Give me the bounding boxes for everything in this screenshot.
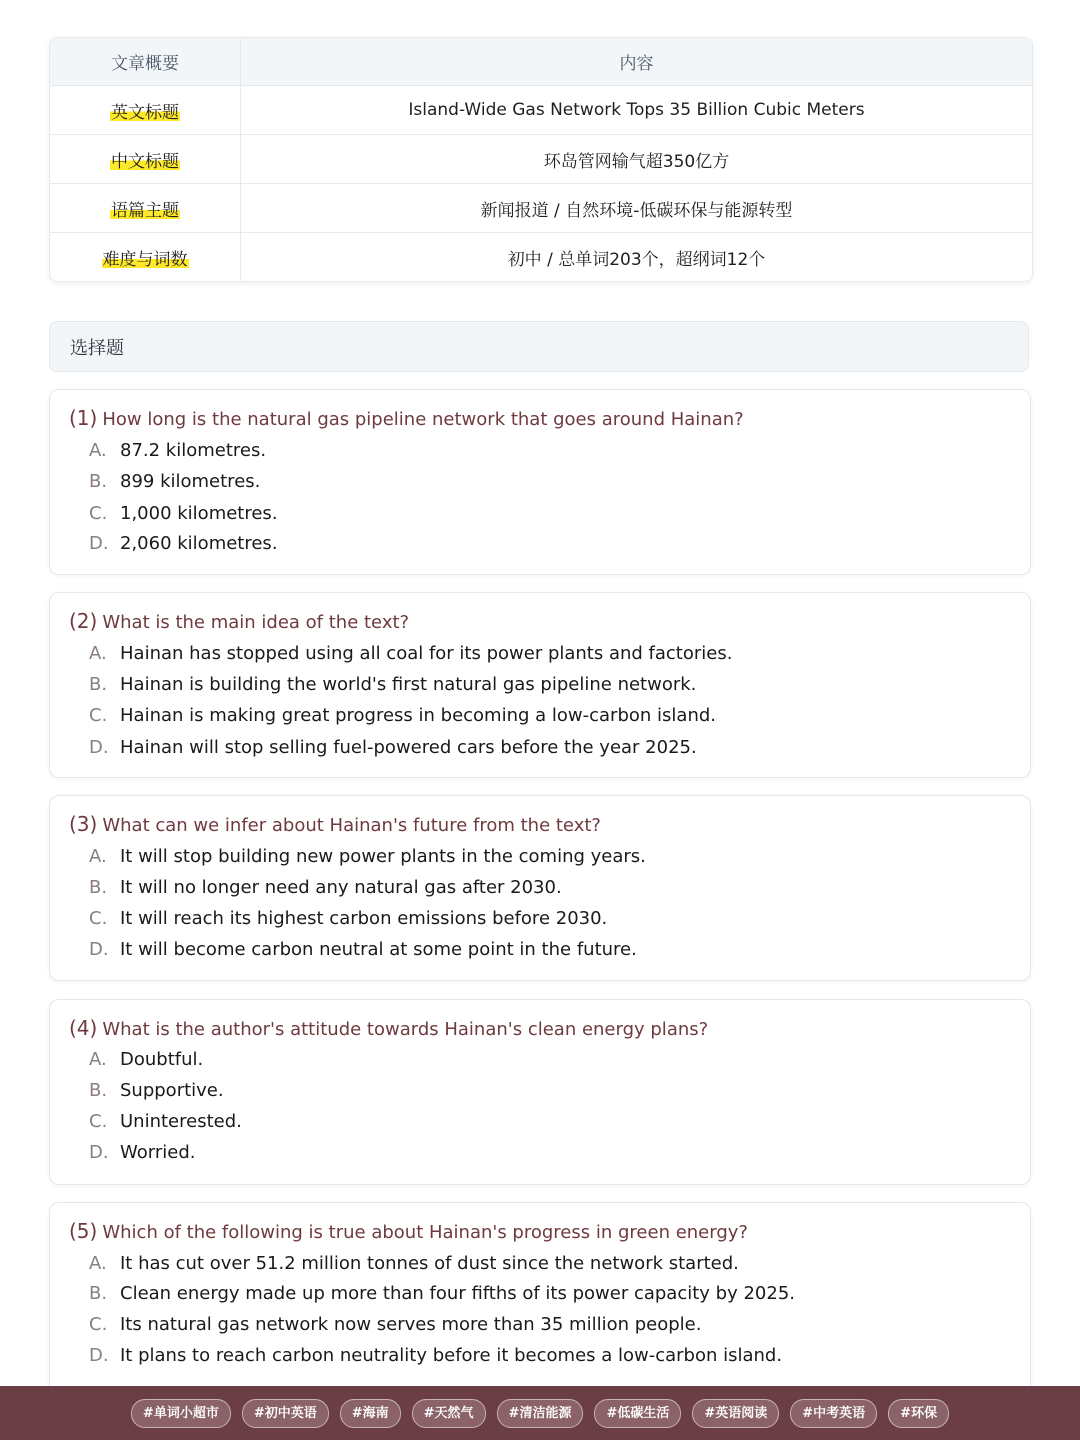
tag-chip[interactable]: #单词小超市: [131, 1399, 231, 1428]
overview-row-chinese-title: [50, 134, 1032, 183]
option-text: It plans to reach carbon neutrality before it becomes a low-carbon island.: [120, 1345, 783, 1366]
option-letter: B.: [89, 1080, 108, 1101]
option-letter: D.: [89, 1142, 109, 1163]
option-a[interactable]: [89, 846, 646, 867]
option-letter: B.: [89, 471, 108, 492]
option-a[interactable]: [89, 1049, 203, 1070]
overview-value: Island-Wide Gas Network Tops 35 Billion Cubic Meters: [408, 100, 865, 120]
question-card-5: [49, 1202, 1031, 1386]
overview-row-english-title: [50, 85, 1032, 134]
option-letter: A.: [89, 1253, 107, 1274]
option-text: Hainan is making great progress in becoming a low-carbon island.: [120, 705, 716, 726]
question-number: (3): [69, 812, 98, 836]
option-c[interactable]: [89, 1111, 242, 1132]
option-text: 2,060 kilometres.: [120, 533, 278, 554]
option-text: Uninterested.: [120, 1111, 242, 1132]
tag-bar: [0, 1386, 1080, 1440]
overview-header-row: [50, 38, 1032, 85]
question-text: What is the main idea of the text?: [102, 612, 410, 633]
option-b[interactable]: [89, 877, 562, 898]
overview-header-key: 文章概要: [50, 38, 241, 85]
option-text: Supportive.: [120, 1080, 224, 1101]
option-a[interactable]: [89, 440, 266, 461]
option-c[interactable]: [89, 503, 278, 524]
option-letter: D.: [89, 1345, 109, 1366]
question-card-1: [49, 389, 1031, 575]
option-text: Hainan is building the world's first natural gas pipeline network.: [120, 674, 697, 695]
option-letter: A.: [89, 846, 107, 867]
overview-key: 中文标题: [110, 147, 180, 172]
tag-chip[interactable]: #海南: [340, 1399, 401, 1428]
overview-key: 英文标题: [110, 98, 180, 123]
question-card-4: [49, 999, 1031, 1185]
option-d[interactable]: [89, 1142, 195, 1163]
overview-key: 难度与词数: [102, 245, 189, 270]
option-c[interactable]: [89, 1314, 701, 1335]
option-b[interactable]: [89, 674, 696, 695]
option-letter: B.: [89, 1283, 108, 1304]
tag-chip[interactable]: #初中英语: [242, 1399, 329, 1428]
option-text: 87.2 kilometres.: [120, 440, 267, 461]
option-d[interactable]: [89, 1345, 782, 1366]
question-number: (5): [69, 1219, 98, 1243]
option-letter: C.: [89, 503, 108, 524]
option-text: Worried.: [120, 1142, 196, 1163]
option-d[interactable]: [89, 939, 637, 960]
option-text: Doubtful.: [120, 1049, 204, 1070]
option-letter: D.: [89, 939, 109, 960]
question-text: What is the author's attitude towards Hainan's clean energy plans?: [102, 1019, 709, 1040]
tag-chip[interactable]: #天然气: [412, 1399, 486, 1428]
overview-value: 环岛管网输气超350亿方: [543, 151, 730, 172]
option-b[interactable]: [89, 1283, 795, 1304]
question-card-2: [49, 592, 1031, 778]
option-letter: D.: [89, 533, 109, 554]
option-letter: C.: [89, 1111, 108, 1132]
question-stem: [69, 812, 601, 836]
option-letter: A.: [89, 440, 107, 461]
option-letter: B.: [89, 674, 108, 695]
option-a[interactable]: [89, 643, 732, 664]
option-text: It will become carbon neutral at some point in the future.: [120, 939, 637, 960]
option-c[interactable]: [89, 705, 716, 726]
question-stem: [69, 1219, 748, 1243]
overview-key: 语篇主题: [110, 196, 180, 221]
option-letter: A.: [89, 643, 107, 664]
question-stem: [69, 609, 409, 633]
overview-value: 新闻报道 / 自然环境-低碳环保与能源转型: [480, 200, 793, 221]
overview-row-difficulty: [50, 232, 1032, 281]
option-d[interactable]: [89, 533, 278, 554]
option-b[interactable]: [89, 1080, 224, 1101]
tag-chip[interactable]: #低碳生活: [594, 1399, 681, 1428]
option-a[interactable]: [89, 1253, 739, 1274]
question-stem: [69, 1016, 708, 1040]
tag-chip[interactable]: #中考英语: [790, 1399, 877, 1428]
section-title: 选择题: [49, 321, 1029, 372]
option-text: Hainan will stop selling fuel-powered cars before the year 2025.: [120, 737, 697, 758]
option-letter: D.: [89, 737, 109, 758]
tag-chip[interactable]: #清洁能源: [497, 1399, 584, 1428]
question-text: How long is the natural gas pipeline network that goes around Hainan?: [102, 409, 744, 430]
option-letter: C.: [89, 1314, 108, 1335]
option-text: It has cut over 51.2 million tonnes of dust since the network started.: [120, 1253, 739, 1274]
option-text: 899 kilometres.: [120, 471, 261, 492]
option-letter: C.: [89, 908, 108, 929]
option-text: Clean energy made up more than four fifths of its power capacity by 2025.: [120, 1283, 795, 1304]
option-text: Its natural gas network now serves more than 35 million people.: [120, 1314, 702, 1335]
option-text: It will reach its highest carbon emissions before 2030.: [120, 908, 608, 929]
tag-chip[interactable]: #英语阅读: [692, 1399, 779, 1428]
option-text: Hainan has stopped using all coal for its power plants and factories.: [120, 643, 733, 664]
option-c[interactable]: [89, 908, 607, 929]
question-number: (4): [69, 1016, 98, 1040]
overview-header-value: 内容: [619, 54, 654, 74]
option-d[interactable]: [89, 737, 697, 758]
tag-chip[interactable]: #环保: [888, 1399, 949, 1428]
option-text: It will stop building new power plants in the coming years.: [120, 846, 646, 867]
question-text: Which of the following is true about Hainan's progress in green energy?: [102, 1222, 748, 1243]
option-letter: A.: [89, 1049, 107, 1070]
question-card-3: [49, 795, 1031, 981]
option-text: It will no longer need any natural gas after 2030.: [120, 877, 562, 898]
question-number: (2): [69, 609, 98, 633]
question-number: (1): [69, 406, 98, 430]
option-letter: C.: [89, 705, 108, 726]
overview-value: 初中 / 总单词203个，超纲词12个: [507, 249, 766, 270]
option-text: 1,000 kilometres.: [120, 503, 278, 524]
overview-row-topic: [50, 183, 1032, 232]
option-letter: B.: [89, 877, 108, 898]
article-overview-table: [49, 37, 1033, 282]
option-b[interactable]: [89, 471, 260, 492]
question-stem: [69, 406, 744, 430]
question-text: What can we infer about Hainan's future from the text?: [102, 815, 601, 836]
